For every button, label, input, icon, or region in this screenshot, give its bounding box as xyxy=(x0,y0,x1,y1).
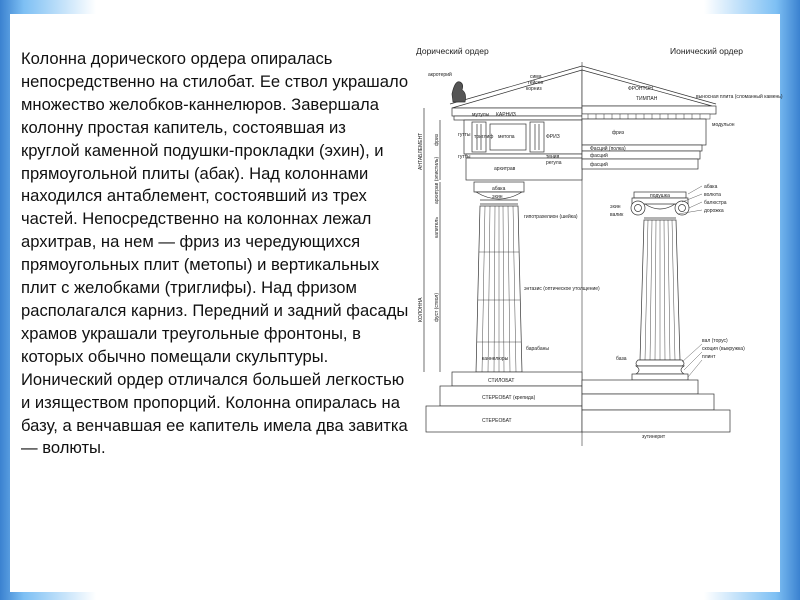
label-kanneliury: каннелюры xyxy=(482,356,509,362)
label-ionic-ekhin: эхин xyxy=(610,204,621,210)
label-stereobat-2: СТЕРЕОБАТ xyxy=(482,418,512,424)
label-karniz: КАРНИЗ xyxy=(496,112,516,118)
ionic-scotia xyxy=(636,366,684,374)
label-arkhitrav: архитрав xyxy=(494,166,516,172)
doric-title: Дорический ордер xyxy=(416,46,489,56)
slide-page xyxy=(10,14,783,592)
label-balyustra: балюстра xyxy=(704,200,727,206)
label-sima: сима xyxy=(530,74,542,80)
doric-pediment xyxy=(452,70,582,108)
label-plint: плинт xyxy=(702,354,716,360)
ionic-volute-left xyxy=(631,201,645,215)
label-gutty-2: гутты xyxy=(458,154,471,160)
label-vyinosnaya-plita: выносная плита (сломанный камень) xyxy=(696,94,783,100)
label-fasciya-polka: Фасций (полка) xyxy=(590,146,626,152)
label-mutuly: мутулы xyxy=(472,112,490,118)
label-skociya: скоция (выкружка) xyxy=(702,346,745,352)
ionic-plinth xyxy=(632,374,688,380)
label-kornis: корниз xyxy=(526,86,542,92)
label-ionic-friz: фриз xyxy=(612,130,624,136)
ionic-cornice xyxy=(582,106,716,114)
ionic-echinus xyxy=(645,204,675,209)
ionic-dentils xyxy=(582,114,710,119)
label-stereobat-1: СТЕРЕОБАТ (крепида) xyxy=(482,395,536,401)
body-paragraph: Колонна дорического ордера опиралась непосредственно на стилобат. Ее ствол украшало множество желобков-каннелюров. Завершала колонну простая капитель, состоявшая из круглой каменной подушки-прокладки (эхин), и прямоугольной плиты (абак). Над колоннами находился антаблемент, состоявший из трех частей. Непосредственно на колоннах лежал архитрав, на нем — фриз из чередующихся прямоугольных плит (метопы) и вертикальных плит с желобками (триглифы). Над фризом располагался карниз. Передний и задний фасады храмов украшали треугольные фронтоны, в которых обычно помещали скульптуры. Ионический ордер отличался большей легкостью и изяществом пропорций. Колонна опиралась на базу, а венчавшая ее капитель имела два завитка — волюты. xyxy=(21,49,409,458)
label-v-kapitel: капитель xyxy=(434,217,440,238)
label-regula: регула xyxy=(546,160,562,166)
label-baza: база xyxy=(616,356,627,362)
ionic-volute-right xyxy=(675,201,689,215)
label-v-kolonna: КОЛОННА xyxy=(418,297,424,322)
label-abaka: абака xyxy=(492,186,506,192)
label-gipotrakhelion: гипотрахелион (шейка) xyxy=(524,214,578,220)
label-modulyon: модульон xyxy=(712,122,735,128)
label-v-antablement: АНТАБЛЕМЕНТ xyxy=(418,132,424,170)
label-barabany: барабаны xyxy=(526,346,549,352)
orders-diagram-svg xyxy=(412,42,783,446)
label-entazis: энтазис (оптическое утолщение) xyxy=(524,286,600,292)
label-voluta: волюта xyxy=(704,192,721,198)
label-friz: ФРИЗ xyxy=(546,134,560,140)
label-fasciya-1: фасций xyxy=(590,153,608,159)
ionic-step-2 xyxy=(582,394,714,410)
ionic-order xyxy=(582,66,730,432)
label-v-friz: фриз xyxy=(434,134,440,146)
ionic-step-3 xyxy=(582,410,730,432)
ionic-frieze xyxy=(582,119,706,145)
label-v-fust: фуст (ствол) xyxy=(434,293,440,322)
label-v-arkhitrav: архитрав (эпистиль) xyxy=(434,156,440,204)
ionic-torus xyxy=(636,360,684,366)
label-stilobat: СТИЛОБАТ xyxy=(488,378,515,384)
label-metopa: метопа xyxy=(498,134,515,140)
label-ekhin: эхин xyxy=(492,194,503,200)
label-fronton: ФРОНТОН xyxy=(628,86,653,92)
label-ionic-abaka: абака xyxy=(704,184,718,190)
orders-diagram xyxy=(412,42,783,446)
label-geison: гейсон xyxy=(528,80,544,86)
label-valik: валик xyxy=(610,212,624,218)
label-gutty-1: гутты xyxy=(458,132,471,138)
label-tenia: тения xyxy=(546,154,560,160)
label-zuttinerit: зутинерит xyxy=(642,434,666,440)
label-triglif: триглиф xyxy=(474,134,494,140)
ionic-step-1 xyxy=(582,380,698,394)
label-dorozhka: дорожка xyxy=(704,208,724,214)
label-val-torus: вал (торус) xyxy=(702,338,728,344)
ionic-title: Ионический ордер xyxy=(670,46,743,56)
label-timpan: ТИМПАН xyxy=(636,96,658,102)
label-fasciya-2: фасций xyxy=(590,162,608,168)
label-akroterii: акротерий xyxy=(428,72,452,78)
label-podushka: подушка xyxy=(650,193,670,199)
doric-stylobate xyxy=(452,372,582,386)
doric-akroterion xyxy=(452,82,466,102)
